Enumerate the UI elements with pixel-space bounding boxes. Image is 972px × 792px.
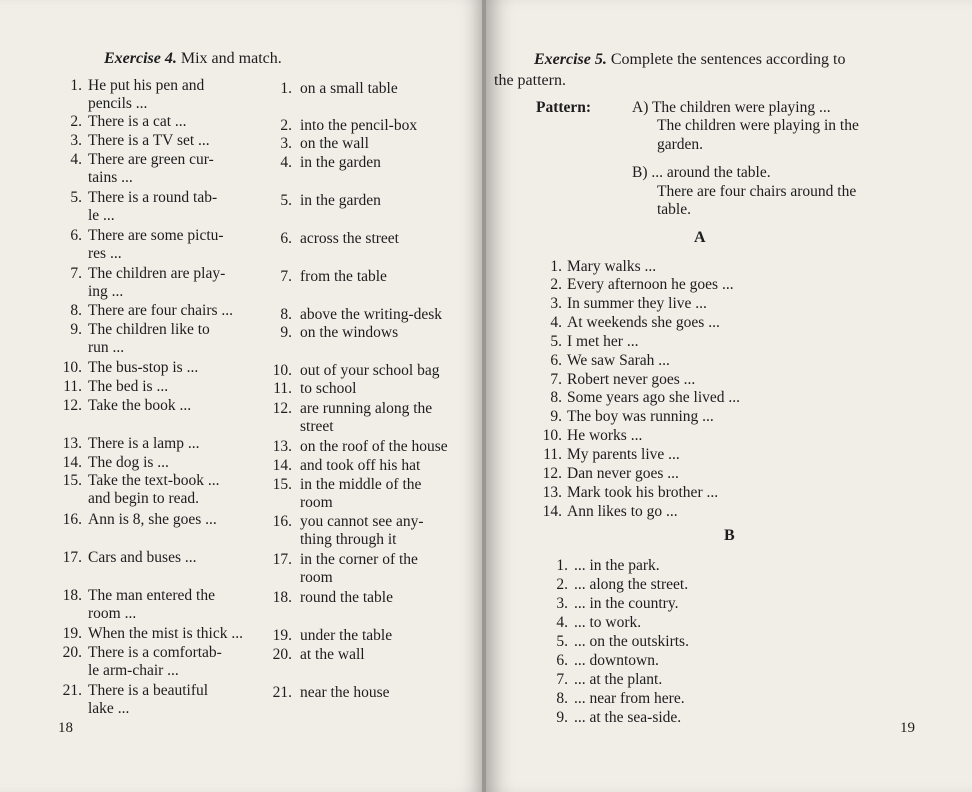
match-right-text: room [300, 569, 333, 587]
list-a-number: 14. [542, 503, 562, 520]
list-b-number: 4. [556, 614, 568, 631]
list-a-number: 8. [550, 389, 562, 406]
match-right-number: 2. [280, 117, 292, 134]
match-right-number: 17. [272, 551, 292, 568]
match-left-number: 4. [70, 151, 82, 168]
match-right-number: 10. [272, 362, 292, 379]
list-a-number: 12. [542, 465, 562, 482]
list-a-number: 5. [550, 333, 562, 350]
match-right-number: 21. [272, 684, 292, 701]
match-left-text: The bus-stop is ... [88, 359, 199, 376]
match-left-text: Take the text-book ... [88, 472, 220, 489]
list-a-number: 10. [542, 427, 562, 444]
match-right-text: to school [300, 380, 357, 397]
list-a-text: At weekends she goes ... [567, 314, 720, 331]
match-right-number: 11. [273, 380, 292, 397]
match-right-number: 3. [280, 135, 292, 152]
match-left-text: There are green cur- [88, 151, 214, 168]
list-a-text: Every afternoon he goes ... [567, 276, 734, 293]
match-right-number: 12. [272, 400, 292, 417]
match-left-number: 20. [62, 644, 82, 661]
list-a-text: My parents live ... [567, 446, 680, 463]
match-left-text: room ... [88, 605, 137, 623]
list-b-text: ... to work. [574, 614, 642, 631]
match-left-text: There is a round tab- [88, 189, 218, 206]
match-right-number: 16. [272, 513, 292, 530]
match-right-number: 1. [280, 80, 292, 97]
section-a-heading: A [694, 229, 706, 246]
match-left-number: 14. [62, 454, 82, 471]
list-b-number: 5. [556, 633, 568, 650]
list-b-number: 2. [556, 576, 568, 593]
match-left-text: When the mist is thick ... [88, 625, 243, 642]
match-left-number: 5. [70, 189, 82, 206]
pattern-b-line: B) ... around the table. [632, 164, 771, 181]
match-left-text: The man entered the [88, 587, 215, 604]
list-b-text: ... in the country. [574, 595, 679, 612]
list-b-text: ... in the park. [574, 557, 660, 574]
match-left-number: 16. [62, 511, 82, 528]
match-left-text: The dog is ... [88, 454, 169, 471]
match-left-number: 15. [62, 472, 82, 489]
match-left-number: 19. [62, 625, 82, 642]
match-left-number: 8. [70, 302, 82, 319]
match-left-number: 1. [70, 77, 82, 94]
match-right-number: 9. [280, 324, 292, 341]
match-right-text: round the table [300, 589, 393, 606]
match-left-number: 9. [70, 321, 82, 338]
match-right-number: 20. [272, 646, 292, 663]
match-left-text: He put his pen and [88, 77, 205, 94]
match-right-text: room [300, 494, 333, 512]
list-a-number: 11. [543, 446, 562, 463]
match-left-text: pencils ... [88, 95, 148, 113]
pattern-b-line: table. [657, 201, 691, 218]
list-b-text: ... downtown. [574, 652, 659, 669]
match-right-text: on the windows [300, 324, 399, 341]
list-b-text: ... on the outskirts. [574, 633, 689, 650]
section-b-heading: B [724, 527, 735, 544]
list-b-number: 9. [556, 709, 568, 726]
list-b-number: 3. [556, 595, 568, 612]
match-right-number: 8. [280, 306, 292, 323]
match-right-text: on a small table [300, 80, 398, 97]
pattern-a-line: garden. [657, 136, 704, 153]
match-right-text: from the table [300, 268, 387, 285]
match-left-text: There is a beautiful [88, 682, 209, 699]
match-right-text: on the roof of the house [300, 438, 448, 455]
match-left-text: Cars and buses ... [88, 549, 197, 566]
exercise-5-label: Exercise 5. [534, 51, 607, 68]
match-left-text: and begin to read. [88, 490, 200, 508]
match-right-text: across the street [300, 230, 399, 247]
exercise-5-instruction: Complete the sentences according to [610, 51, 846, 68]
list-b-text: ... along the street. [574, 576, 689, 593]
match-right-text: out of your school bag [300, 362, 440, 379]
list-a-text: In summer they live ... [567, 295, 707, 312]
match-left-text: Take the book ... [88, 397, 192, 414]
match-left-text: tains ... [88, 169, 133, 187]
list-b-text: ... near from here. [574, 690, 685, 707]
match-left-text: le ... [88, 207, 115, 225]
match-left-text: le arm-chair ... [88, 662, 179, 680]
right-page [486, 0, 972, 792]
match-left-number: 10. [62, 359, 82, 376]
match-right-text: in the corner of the [300, 551, 418, 568]
list-a-number: 7. [550, 371, 562, 388]
match-right-number: 7. [280, 268, 292, 285]
match-left-number: 12. [62, 397, 82, 414]
exercise-4-instruction: Mix and match. [180, 50, 282, 67]
match-right-text: you cannot see any- [300, 513, 424, 530]
match-right-number: 15. [272, 476, 292, 493]
match-right-text: and took off his hat [300, 457, 421, 474]
exercise-4-label: Exercise 4. [104, 50, 177, 67]
match-left-text: Ann is 8, she goes ... [88, 511, 217, 528]
list-a-text: The boy was running ... [567, 408, 714, 425]
match-left-number: 2. [70, 113, 82, 130]
match-left-number: 3. [70, 132, 82, 149]
list-a-number: 3. [550, 295, 562, 312]
match-right-number: 14. [272, 457, 292, 474]
match-right-text: on the wall [300, 135, 369, 152]
match-left-number: 17. [62, 549, 82, 566]
match-left-number: 11. [63, 378, 82, 395]
match-left-text: ing ... [88, 283, 124, 301]
list-a-text: We saw Sarah ... [567, 352, 670, 369]
match-right-text: into the pencil-box [300, 117, 418, 134]
list-a-text: Mark took his brother ... [567, 484, 719, 501]
match-right-text: thing through it [300, 531, 397, 549]
match-right-text: street [300, 418, 334, 436]
pattern-a-line: A) The children were playing ... [632, 99, 831, 116]
list-b-text: ... at the plant. [574, 671, 663, 688]
match-right-number: 18. [272, 589, 292, 606]
list-a-text: Ann likes to go ... [567, 503, 678, 520]
match-right-number: 5. [280, 192, 292, 209]
match-left-number: 21. [62, 682, 82, 699]
list-a-number: 9. [550, 408, 562, 425]
pattern-label: Pattern: [536, 99, 592, 116]
match-left-text: There is a cat ... [88, 113, 187, 130]
match-right-text: in the middle of the [300, 476, 422, 493]
list-a-text: He works ... [567, 427, 643, 444]
match-right-text: near the house [300, 684, 390, 701]
list-a-text: I met her ... [567, 333, 639, 350]
match-left-text: There is a TV set ... [88, 132, 210, 149]
match-right-number: 4. [280, 154, 292, 171]
list-a-number: 2. [550, 276, 562, 293]
exercise-5-instruction-cont: the pattern. [494, 72, 566, 89]
match-left-text: There is a lamp ... [88, 435, 200, 452]
match-right-number: 6. [280, 230, 292, 247]
match-right-number: 19. [272, 627, 292, 644]
match-left-text: There are four chairs ... [88, 302, 234, 319]
list-b-number: 6. [556, 652, 568, 669]
exercise-5-title [534, 51, 845, 69]
list-b-number: 8. [556, 690, 568, 707]
pattern-b-line: There are four chairs around the [657, 183, 857, 200]
match-right-number: 13. [272, 438, 292, 455]
left-page [0, 0, 484, 792]
list-b-number: 1. [556, 557, 568, 574]
list-b-number: 7. [556, 671, 568, 688]
list-a-text: Some years ago she lived ... [567, 389, 741, 406]
page-number-right: 19 [900, 720, 915, 736]
list-a-number: 1. [550, 258, 562, 275]
match-right-text: under the table [300, 627, 393, 644]
list-a-text: Dan never goes ... [567, 465, 679, 482]
list-a-number: 13. [542, 484, 562, 501]
match-left-number: 13. [62, 435, 82, 452]
match-right-text: in the garden [300, 192, 381, 209]
match-left-text: There is a comfortab- [88, 644, 222, 661]
match-left-number: 7. [70, 265, 82, 282]
match-left-text: res ... [88, 245, 122, 263]
match-left-text: lake ... [88, 700, 130, 718]
pattern-a-line: The children were playing in the [657, 117, 859, 134]
match-right-text: above the writing-desk [300, 306, 443, 323]
match-right-text: in the garden [300, 154, 381, 171]
exercise-4-title [104, 50, 282, 68]
list-a-number: 4. [550, 314, 562, 331]
match-left-text: run ... [88, 339, 125, 357]
page-number-left: 18 [58, 720, 73, 736]
match-right-text: are running along the [300, 400, 433, 417]
match-left-text: The children like to [88, 321, 210, 338]
match-left-text: The bed is ... [88, 378, 169, 395]
list-b-text: ... at the sea-side. [574, 709, 682, 726]
match-left-number: 6. [70, 227, 82, 244]
list-a-number: 6. [550, 352, 562, 369]
match-left-text: The children are play- [88, 265, 226, 282]
list-a-text: Mary walks ... [567, 258, 657, 275]
match-left-number: 18. [62, 587, 82, 604]
match-left-text: There are some pictu- [88, 227, 224, 244]
match-right-text: at the wall [300, 646, 365, 663]
list-a-text: Robert never goes ... [567, 371, 696, 388]
